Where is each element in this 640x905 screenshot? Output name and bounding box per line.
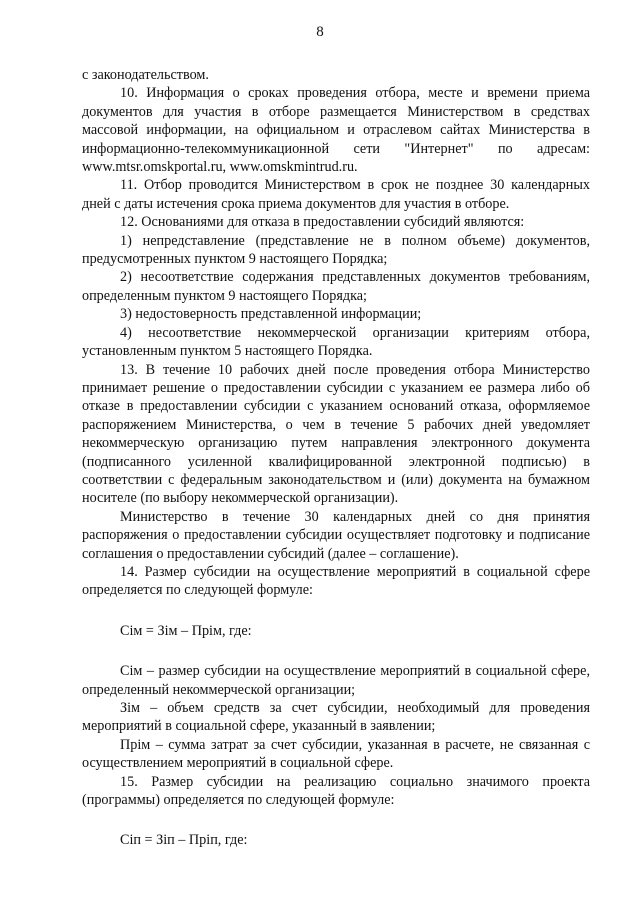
paragraph-12-item-2: 2) несоответствие содержания представленных документов требованиям, определенным пунктом 9 настоящего Порядка; [82,269,590,304]
paragraph-11: 11. Отбор проводится Министерством в срок не позднее 30 календарных дней с даты истечения срока приема документов для участия в отборе. [82,177,590,212]
paragraph-10: 10. Информация о сроках проведения отбора, месте и времени приема документов для участия в отборе размещается Министерством в средствах массовой информации, на официальном и отраслевом сайтах Министерства в информационно-телекоммуникационной сети "Интернет" по адресам: www.mtsr.omskportal.ru, www.omskmintrud.ru. [82,85,590,176]
paragraph-15: 15. Размер субсидии на реализацию социально значимого проекта (программы) определяется по следующей формуле: [82,773,590,809]
definition-zim: Зім – объем средств за счет субсидии, необходимый для проведения мероприятий в социальной сфере, указанный в заявлении; [82,700,590,735]
page-number: 8 [316,24,324,40]
paragraph-continuation: с законодательством. [82,67,209,83]
paragraph-13-agreement: Министерство в течение 30 календарных дней со дня принятия распоряжения о предоставлении субсидии осуществляет подготовку и подписание соглашения о предоставлении субсидий (далее – соглашение). [82,508,590,562]
formula-social-project: Ciп = Зiп – Пріп, где: [120,832,248,849]
definition-cim: Cім – размер субсидии на осуществление мероприятий в социальной сфере, определенный некоммерческой организации; [82,663,590,698]
paragraph-13: 13. В течение 10 рабочих дней после проведения отбора Министерство принимает решение о предоставлении субсидии с указанием ее размера либо об отказе в предоставлении субсидии с указанием оснований отказа, оформляемое распоряжением Министерства, о чем в течение 5 рабочих дней уведомляет некоммерческую организацию путем направления электронного документа (подписанного усиленной квалифицированной электронной подписью) в соответствии с федеральным законодательством и (или) документа на бумажном носителе (по выбору некоммерческой организации). [82,361,590,507]
document-body [82,66,590,850]
paragraph-12: 12. Основаниями для отказа в предоставлении субсидий являются: [120,214,525,231]
paragraph-12-item-4: 4) несоответствие некоммерческой организации критериям отбора, установленным пунктом 5 настоящего Порядка. [82,324,590,360]
paragraph-14: 14. Размер субсидии на осуществление мероприятий в социальной сфере определяется по следующей формуле: [82,563,590,599]
definition-prim: Прім – сумма затрат за счет субсидии, указанная в расчете, не связанная с осуществлением мероприятий в социальной сфере. [82,736,590,772]
paragraph-12-item-1: 1) непредставление (представление не в полном объеме) документов, предусмотренных пунктом 9 настоящего Порядка; [82,232,590,268]
paragraph-12-item-3: 3) недостоверность представленной информации; [120,306,422,323]
formula-social-events: Cім = Зім – Прім, где: [120,622,252,639]
